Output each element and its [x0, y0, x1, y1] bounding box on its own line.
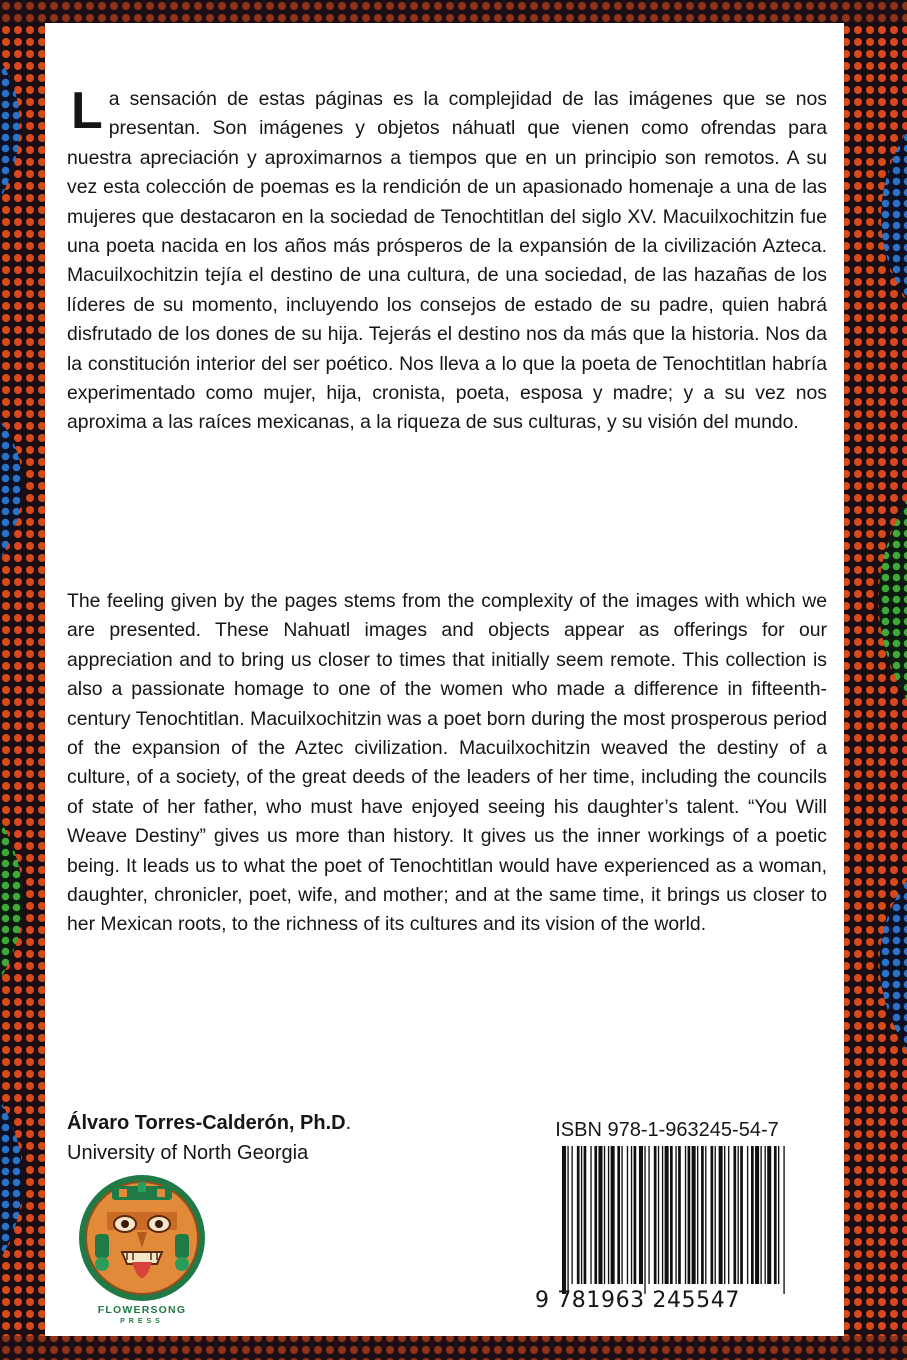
barcode-bar — [584, 1146, 587, 1284]
barcode-bar — [658, 1146, 659, 1284]
author-affiliation: University of North Georgia — [67, 1142, 309, 1164]
barcode-bar — [719, 1146, 723, 1284]
author-credit — [67, 1109, 351, 1137]
barcode-bar — [634, 1146, 637, 1284]
barcode-bar — [755, 1146, 759, 1284]
barcode-bar — [644, 1146, 645, 1294]
publisher-name: FLOWERSONG — [97, 1304, 187, 1316]
barcode-bar — [631, 1146, 632, 1284]
barcode-bar — [567, 1146, 568, 1294]
barcode-bar — [774, 1146, 777, 1284]
barcode-bar — [608, 1146, 609, 1284]
barcode-bar — [594, 1146, 597, 1284]
barcode-bar — [728, 1146, 729, 1284]
barcode-bar — [711, 1146, 714, 1284]
barcode-bar — [598, 1146, 602, 1284]
barcode-bar — [590, 1146, 591, 1284]
isbn-barcode — [532, 1146, 802, 1294]
back-cover-text-panel — [45, 23, 844, 1336]
barcode-bar — [670, 1146, 673, 1284]
author-name: Álvaro Torres-Calderón, Ph.D — [67, 1112, 346, 1134]
barcode-bar — [654, 1146, 657, 1284]
barcode-bar — [740, 1146, 743, 1284]
barcode-bar — [621, 1146, 622, 1284]
barcode-bar — [765, 1146, 766, 1284]
author-name-period: . — [345, 1112, 352, 1134]
spanish-blurb-text: a sensación de estas páginas es la complejidad de las imágenes que se nos presentan. Son imágenes y objetos náhuatl que vienen como ofrendas para nuestra apreciación y aproximarnos a tiempos que en un principio son remotos. A su vez esta colección de poemas es la rendición de un apasionado homenaje a una de las mujeres que destacaron en la sociedad de Tenochtitlan del siglo XV. Macuilxochitzin fue una poeta nacida en los años más prósperos de la expansión de la civilización Azteca. Macuilxochitzin tejía el destino de una cultura, de una sociedad, de las hazañas de los líderes de su momento, incluyendo los consejos de estado de su padre, quien habrá disfrutado de los dones de su hija. Tejerás el destino nos da más que la historia. Nos da la constitución interior del ser poético. Nos lleva a lo que la poeta de Tenochtitlan habría experimentado como mujer, hija, cronista, poeta, esposa y madre; y a su vez nos aproxima a las raíces mexicanas, a la riqueza de sus culturas, y su visión del mundo. — [67, 88, 827, 434]
barcode-bar — [697, 1146, 698, 1284]
barcode-bar — [678, 1146, 681, 1284]
barcode-bar — [751, 1146, 754, 1284]
barcode-bar — [685, 1146, 686, 1284]
barcode-bar — [627, 1146, 628, 1284]
barcode-bar — [738, 1146, 739, 1284]
isbn-label: ISBN 978-1-963245-54-7 — [555, 1119, 779, 1141]
barcode-bar — [604, 1146, 605, 1284]
barcode-bar — [617, 1146, 620, 1284]
drop-cap-letter: L — [71, 82, 103, 140]
barcode-bar — [675, 1146, 676, 1284]
barcode-bar — [767, 1146, 771, 1284]
english-blurb: The feeling given by the pages stems from the complexity of the images with which we are presented. These Nahuatl images and objects appear as offerings for our appreciation and to bring us closer to times that initially seem remote. This collection is also a passionate homage to one of the women who made a difference in fifteenth-century Tenochtitlan. Macuilxochitzin was a poet born during the most prosperous period of the expansion of the Aztec civilization. Macuilxochitzin weaved the destiny of a culture, of a society, of the great deeds of the leaders of her time, including the councils of state of her father, who must have enjoyed seeing his daughter’s talent. “You Will Weave Destiny” gives us more than history. It gives us the inner workings of a poetic being. It leads us to what the poet of Tenochtitlan would have experienced as a woman, daughter, chronicler, poet, wife, and mother; and at the same time, it brings us closer to her Mexican roots, to the richness of its cultures and its vision of the world. — [67, 590, 827, 936]
publisher-subname: PRESS — [120, 1318, 164, 1325]
barcode-bar — [577, 1146, 580, 1284]
barcode-bar — [778, 1146, 779, 1284]
barcode-bar — [760, 1146, 761, 1284]
spanish-blurb — [67, 82, 827, 438]
barcode-bar — [747, 1146, 748, 1284]
barcode-bar — [692, 1146, 696, 1284]
barcode-bar — [783, 1146, 784, 1294]
barcode-bar — [705, 1146, 706, 1284]
barcode-bar — [733, 1146, 736, 1284]
barcode-bar — [715, 1146, 716, 1284]
barcode-bar — [639, 1146, 643, 1284]
barcode-digits: 9 781963 245547 — [535, 1288, 740, 1313]
barcode-bar — [648, 1146, 649, 1284]
aztec-mask-icon — [67, 1172, 217, 1302]
barcode-bar — [611, 1146, 615, 1284]
barcode-bar — [571, 1146, 572, 1284]
barcode-bar — [688, 1146, 691, 1284]
barcode-bar — [581, 1146, 582, 1284]
barcode-bar — [665, 1146, 669, 1284]
barcode-bar — [724, 1146, 725, 1284]
barcode-bar — [701, 1146, 704, 1284]
barcode-bar — [662, 1146, 663, 1284]
barcode-bar — [562, 1146, 566, 1294]
